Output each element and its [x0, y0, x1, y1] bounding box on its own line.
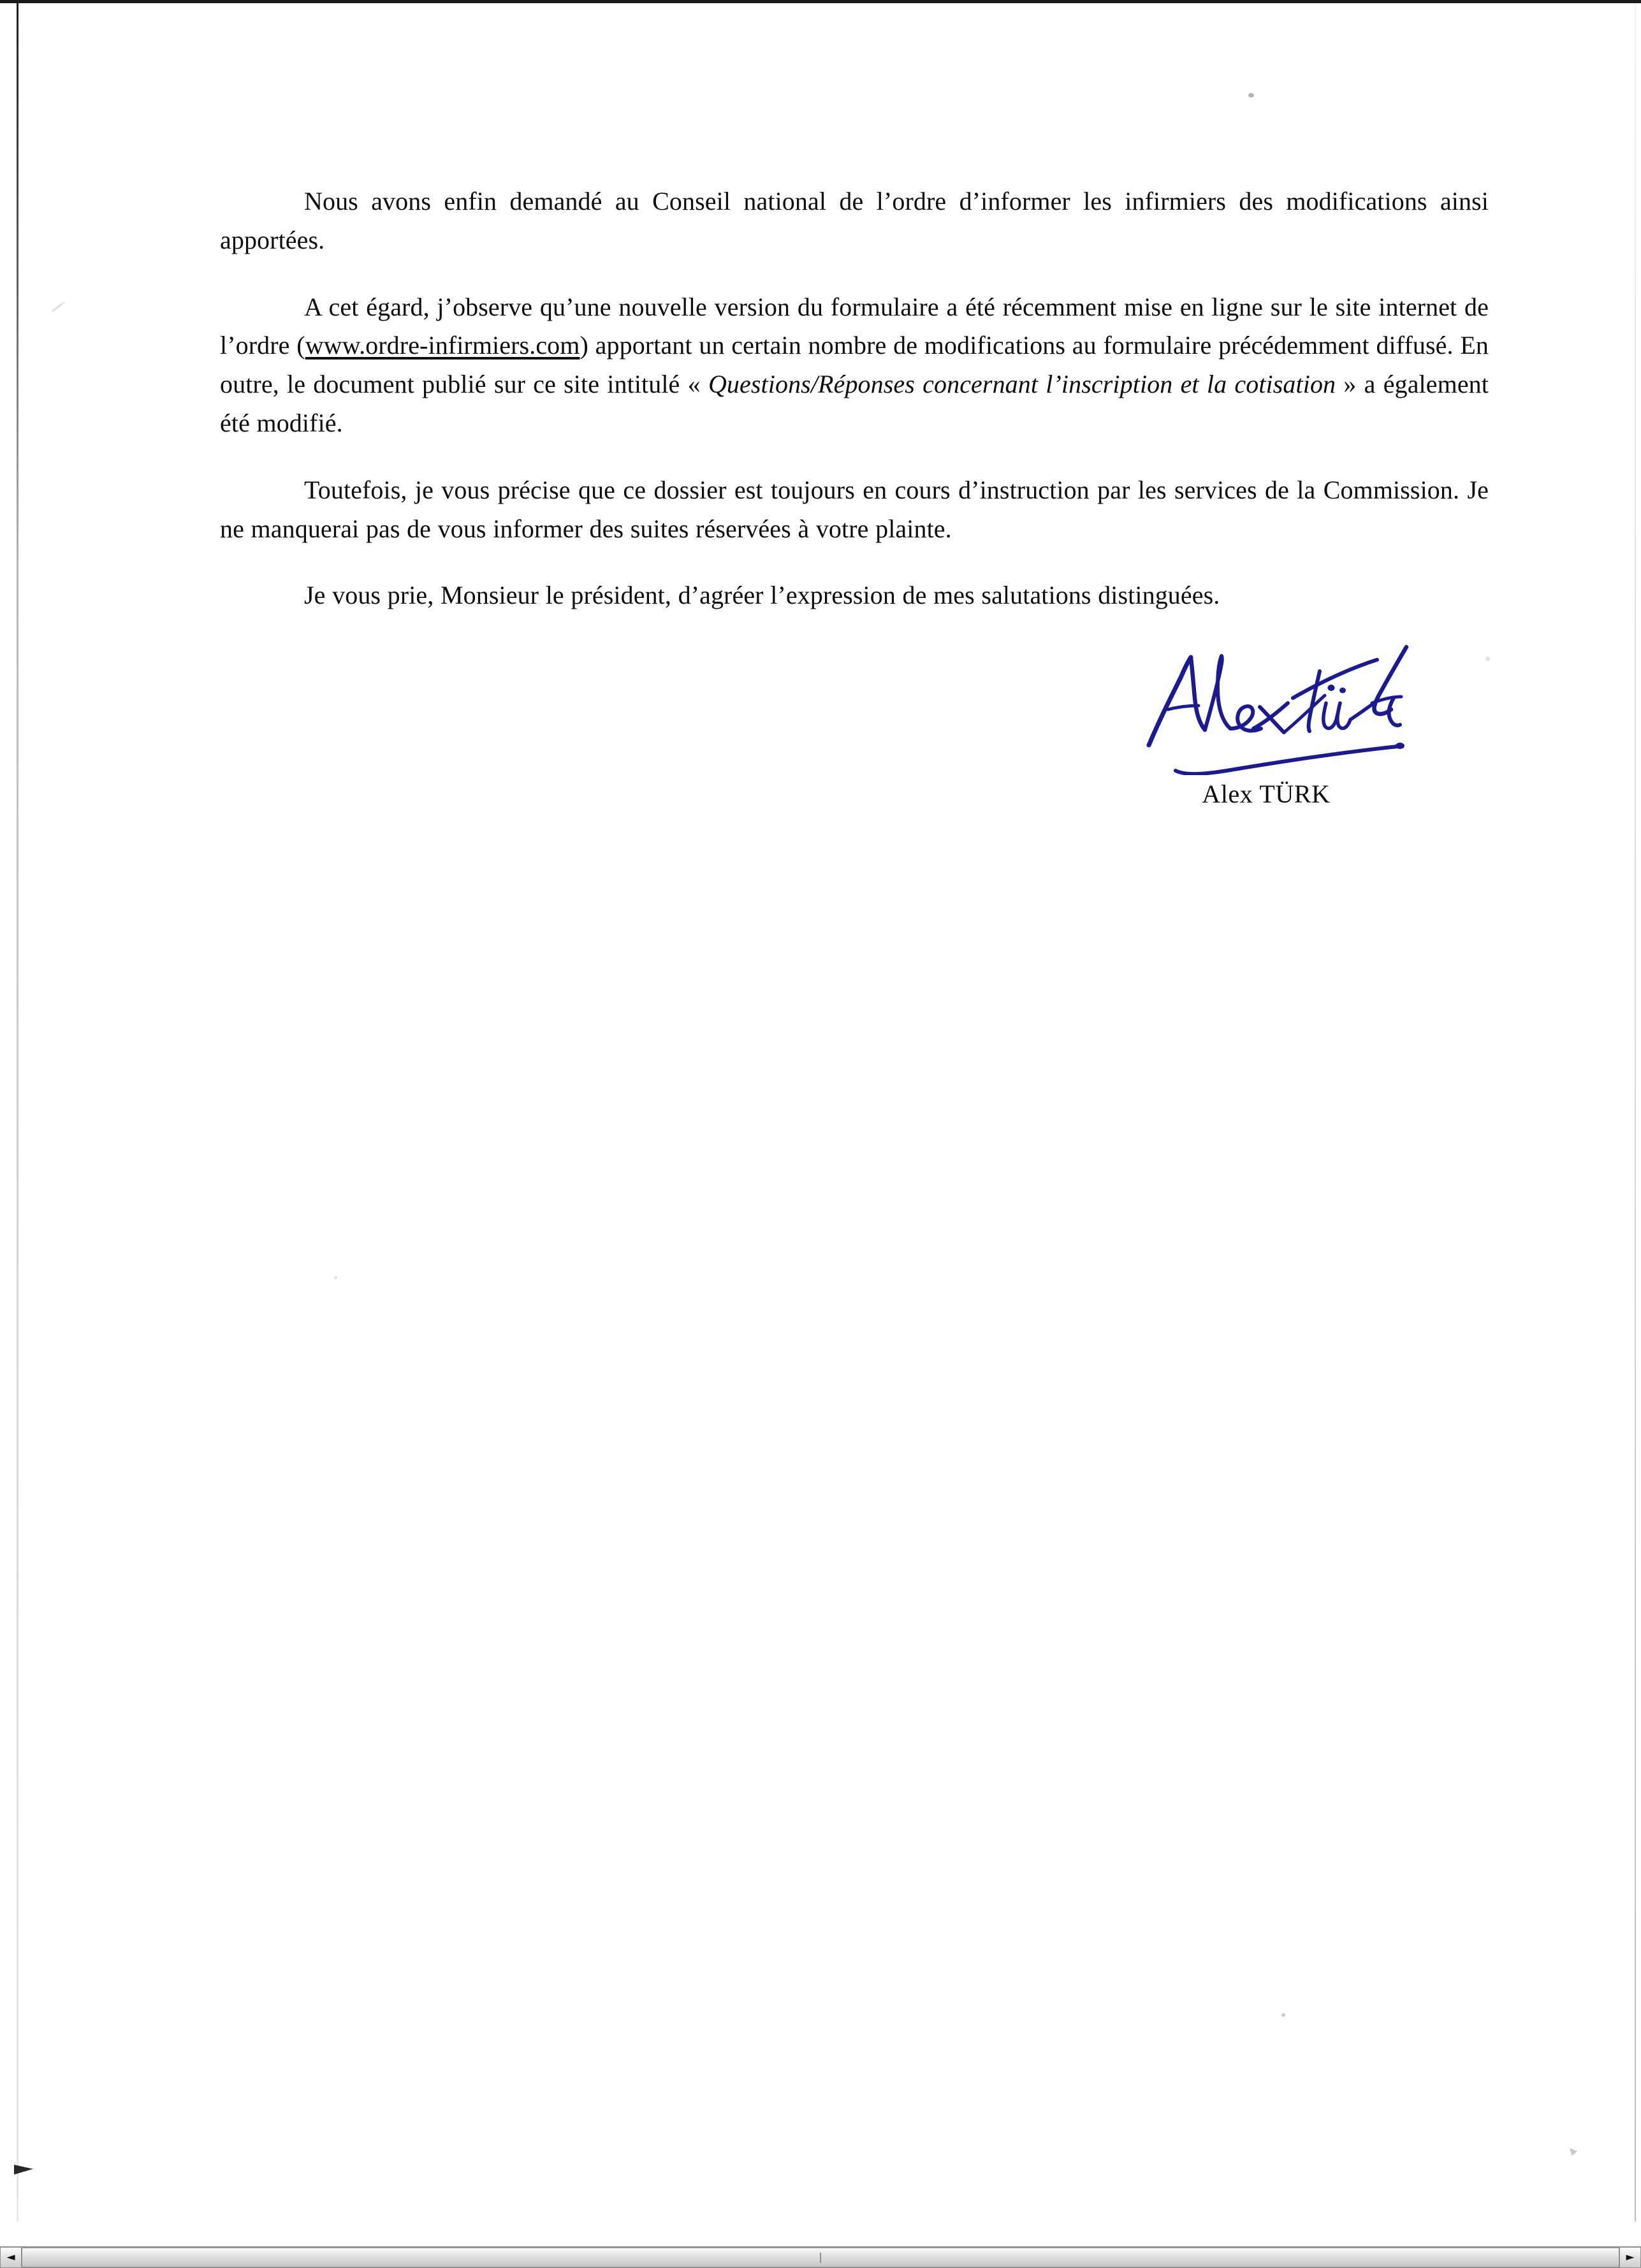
signature-block — [1097, 632, 1454, 809]
ordre-infirmiers-url[interactable]: www.ordre-infirmiers.com — [305, 331, 580, 360]
letter-body — [220, 182, 1489, 615]
scan-speck — [1248, 93, 1254, 98]
handwritten-signature-icon — [1109, 632, 1441, 775]
scrollbar-thumb[interactable] — [22, 2248, 1619, 2267]
horizontal-scrollbar[interactable] — [0, 2246, 1641, 2268]
scan-speck — [1485, 657, 1490, 661]
signatory-name: Alex TÜRK — [1202, 780, 1331, 808]
scan-edge-right — [1635, 3, 1636, 2221]
scan-speck — [334, 1276, 337, 1279]
scan-edge-top — [0, 0, 1641, 3]
paragraph-3: Toutefois, je vous précise que ce dossier est toujours en cours d’instruction par les services de la Commission. Je ne manquerai pas de vous informer des suites réservées à votre plainte. — [220, 475, 1489, 543]
scrollbar-track[interactable] — [22, 2247, 1619, 2268]
scrollbar-thumb-grip — [820, 2253, 821, 2263]
paragraph-4: Je vous prie, Monsieur le président, d’agréer l’expression de mes salutations distinguées. — [304, 581, 1220, 610]
paragraph-2-middle: ) apportant un certain nombre de modifications au formulaire précédemment diffusé. En outre, le document publié sur ce site intitulé « — [220, 331, 1489, 399]
scroll-right-arrow-icon[interactable]: ► — [1619, 2247, 1641, 2268]
scroll-left-arrow-icon[interactable]: ◄ — [0, 2247, 22, 2268]
paragraph-2-tail: » a également été modifié. — [220, 370, 1489, 437]
scanned-page — [19, 4, 1635, 2221]
paragraph-1: Nous avons enfin demandé au Conseil national de l’ordre d’informer les infirmiers des modifications ainsi apportées. — [220, 187, 1489, 254]
paragraph-2-lead: A cet égard, j’observe qu’une nouvelle version du formulaire a été récemment mise en ligne sur le site internet de l’ordre ( — [220, 292, 1489, 360]
paragraph-2 — [220, 288, 1489, 443]
scan-edge-left — [17, 3, 18, 2221]
quoted-document-title: Questions/Réponses concernant l’inscription et la cotisation — [708, 370, 1336, 399]
scan-speck — [1281, 2013, 1285, 2017]
